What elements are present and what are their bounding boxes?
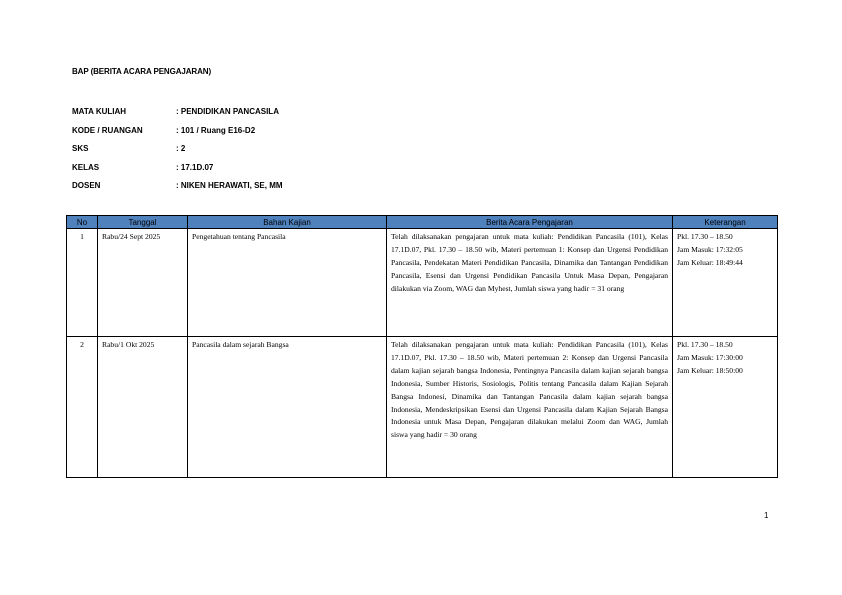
table-row	[67, 229, 778, 337]
info-label: KODE / RUANGAN	[72, 125, 143, 135]
cell-tanggal: Rabu/24 Sept 2025	[98, 229, 188, 337]
keterangan-jam-keluar: Jam Keluar: 18:49:44	[677, 257, 743, 267]
header-keterangan: Keterangan	[673, 216, 778, 229]
header-no: No	[67, 216, 98, 229]
cell-keterangan	[673, 337, 778, 478]
info-row-kode-ruangan	[72, 126, 283, 145]
info-label: DOSEN	[72, 181, 101, 190]
document-title: BAP (BERITA ACARA PENGAJARAN)	[72, 67, 212, 76]
keterangan-time: Pkl. 17.30 – 18.50	[677, 232, 733, 241]
info-value: : 101 / Ruang E16-D2	[176, 125, 256, 135]
cell-tanggal: Rabu/1 Okt 2025	[98, 337, 188, 478]
info-row-mata-kuliah	[72, 107, 283, 126]
header-tanggal: Tanggal	[98, 216, 188, 229]
info-value: : 17.1D.07	[176, 162, 214, 172]
keterangan-time: Pkl. 17.30 – 18.50	[677, 340, 733, 349]
info-label: SKS	[72, 144, 89, 153]
info-value: : NIKEN HERAWATI, SE, MM	[176, 181, 283, 190]
cell-bahan: Pancasila dalam sejarah Bangsa	[188, 337, 387, 478]
cell-no: 2	[67, 337, 98, 478]
info-row-kelas	[72, 163, 283, 182]
keterangan-jam-masuk: Jam Masuk: 17:32:05	[677, 244, 743, 254]
header-berita-acara: Berita Acara Pengajaran	[387, 216, 673, 229]
info-value: : PENDIDIKAN PANCASILA	[176, 107, 279, 116]
cell-bahan: Pengetahuan tentang Pancasila	[188, 229, 387, 337]
page-number: 1	[764, 511, 769, 520]
table-header-row	[67, 216, 778, 229]
info-label: MATA KULIAH	[72, 107, 127, 116]
info-row-sks	[72, 144, 283, 163]
header-bahan-kajian: Bahan Kajian	[188, 216, 387, 229]
info-row-dosen	[72, 181, 283, 200]
info-value: : 2	[176, 144, 186, 153]
cell-no: 1	[67, 229, 98, 337]
bap-table	[66, 215, 778, 478]
cell-keterangan	[673, 229, 778, 337]
cell-berita: Telah dilaksanakan pengajaran untuk mata kuliah: Pendidikan Pancasila (101), Kelas 17.1D.07, Pkl. 17.30 – 18.50 wib, Materi pertemuan 2: Konsep dan Urgensi Pancasila dalam kajian sejarah bangsa Indonesia, Pentingnya Pancasila dalam kajian sejarah bangsa Indonesia, Sumber Historis, Sosiologis, Politis tentang Pancasila dalam Kajian Sejarah Bangsa Indonesi, Dinamika dan Tantangan Pancasila dalam kajian sejarah bangsa Indonesia, Mendeskripsikan Esensi dan Urgensi Pancasila dalam Kajian Sejarah Bangsa Indonesia untuk Masa Depan, Pengajaran dilakukan melalui Zoom dan WAG, Jumlah siswa yang hadir = 30 orang	[387, 337, 673, 478]
table-row	[67, 337, 778, 478]
cell-berita: Telah dilaksanakan pengajaran untuk mata kuliah: Pendidikan Pancasila (101), Kelas 17.1D.07, Pkl. 17.30 – 18.50 wib, Materi pertemuan 1: Konsep dan Urgensi Pendidikan Pancasila, Pendekatan Materi Pendidikan Pancasila, Dinamika dan Tantangan Pendidikan Pancasila, Esensi dan Urgensi Pendidikan Pancasila Untuk Masa Depan, Pengajaran dilakukan via Zoom, WAG dan Myhest, Jumlah siswa yang hadir = 31 orang	[387, 229, 673, 337]
keterangan-jam-masuk: Jam Masuk: 17:30:00	[677, 352, 743, 362]
keterangan-jam-keluar: Jam Keluar: 18:50:00	[677, 365, 743, 375]
info-label: KELAS	[72, 162, 100, 172]
course-info	[72, 107, 283, 200]
